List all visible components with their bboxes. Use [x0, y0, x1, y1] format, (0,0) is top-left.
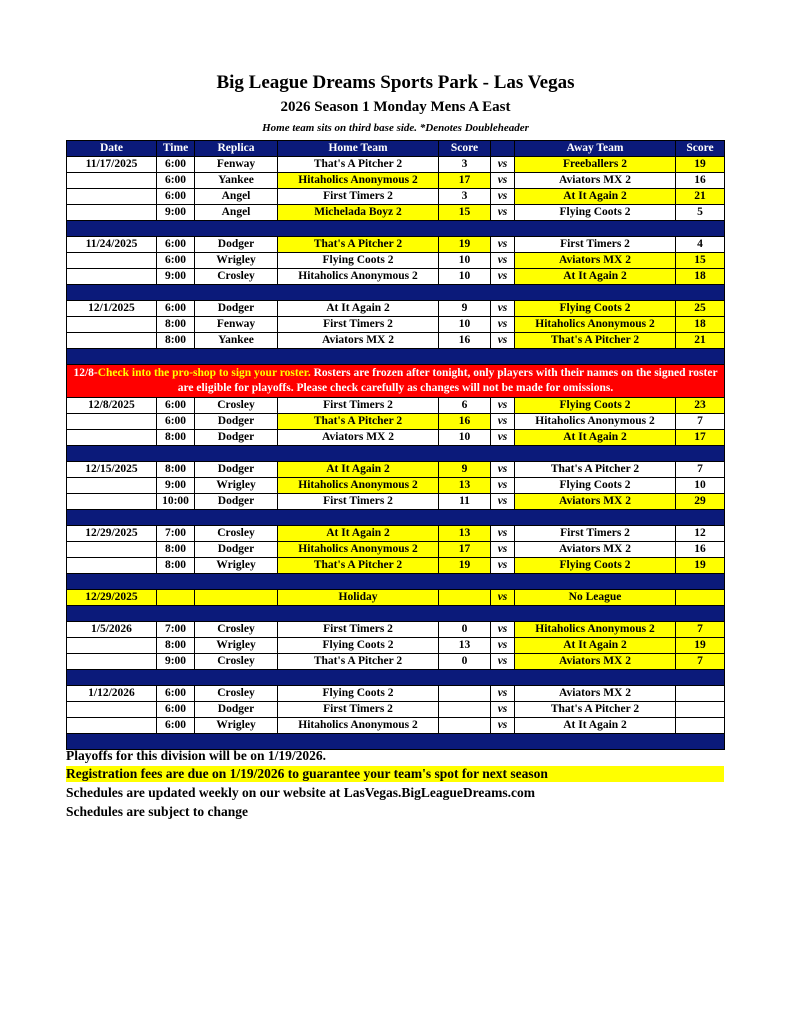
replica-cell: Yankee: [195, 173, 278, 189]
game-row: [67, 686, 725, 702]
replica-cell: [195, 590, 278, 606]
home-score-cell: [439, 686, 491, 702]
away-score-cell: [676, 718, 725, 734]
away-score-cell: 7: [676, 462, 725, 478]
home-team-cell: First Timers 2: [278, 398, 439, 414]
col-header-away-score: Score: [676, 141, 725, 157]
date-cell: [67, 430, 157, 446]
away-team-cell: That's A Pitcher 2: [515, 462, 676, 478]
vs-cell: vs: [491, 686, 515, 702]
notice-date: 12/8-: [73, 367, 98, 379]
replica-cell: Yankee: [195, 333, 278, 349]
separator-row: [67, 670, 725, 686]
replica-cell: Crosley: [195, 622, 278, 638]
away-score-cell: 19: [676, 558, 725, 574]
playoffs-note: Playoffs for this division will be on 1/19/2026.: [66, 748, 327, 763]
away-score-cell: 19: [676, 638, 725, 654]
time-cell: 7:00: [157, 622, 195, 638]
home-team-cell: Hitaholics Anonymous 2: [278, 542, 439, 558]
away-score-cell: 12: [676, 526, 725, 542]
vs-cell: vs: [491, 478, 515, 494]
away-team-cell: At It Again 2: [515, 269, 676, 285]
time-cell: 6:00: [157, 301, 195, 317]
home-score-cell: 11: [439, 494, 491, 510]
away-team-cell: Flying Coots 2: [515, 478, 676, 494]
home-team-cell: At It Again 2: [278, 526, 439, 542]
away-score-cell: 5: [676, 205, 725, 221]
home-score-cell: 3: [439, 157, 491, 173]
col-header-away-team: Away Team: [515, 141, 676, 157]
away-team-cell: First Timers 2: [515, 526, 676, 542]
replica-cell: Crosley: [195, 398, 278, 414]
col-header-date: Date: [67, 141, 157, 157]
game-row: [67, 253, 725, 269]
vs-cell: vs: [491, 205, 515, 221]
separator-row: [67, 349, 725, 365]
time-cell: 10:00: [157, 494, 195, 510]
vs-cell: vs: [491, 269, 515, 285]
home-score-cell: 6: [439, 398, 491, 414]
home-score-cell: 19: [439, 558, 491, 574]
vs-cell: vs: [491, 398, 515, 414]
home-score-cell: 10: [439, 253, 491, 269]
game-row: [67, 558, 725, 574]
time-cell: 6:00: [157, 398, 195, 414]
game-row: [67, 526, 725, 542]
home-score-cell: 13: [439, 638, 491, 654]
home-team-cell: Michelada Boyz 2: [278, 205, 439, 221]
away-team-cell: First Timers 2: [515, 237, 676, 253]
time-cell: 8:00: [157, 558, 195, 574]
date-cell: 12/29/2025: [67, 526, 157, 542]
date-cell: [67, 205, 157, 221]
away-team-cell: At It Again 2: [515, 189, 676, 205]
vs-cell: vs: [491, 430, 515, 446]
replica-cell: Wrigley: [195, 558, 278, 574]
vs-cell: vs: [491, 317, 515, 333]
away-score-cell: 17: [676, 430, 725, 446]
game-row: [67, 301, 725, 317]
replica-cell: Crosley: [195, 654, 278, 670]
replica-cell: Fenway: [195, 157, 278, 173]
game-row: [67, 622, 725, 638]
replica-cell: Dodger: [195, 702, 278, 718]
date-cell: 1/5/2026: [67, 622, 157, 638]
schedule-table: [66, 140, 725, 750]
away-team-cell: Hitaholics Anonymous 2: [515, 317, 676, 333]
col-header-replica: Replica: [195, 141, 278, 157]
away-team-cell: Aviators MX 2: [515, 494, 676, 510]
separator-cell: [67, 574, 725, 590]
separator-row: [67, 221, 725, 237]
roster-notice-row: [67, 365, 725, 398]
game-row: [67, 702, 725, 718]
game-row: [67, 654, 725, 670]
separator-row: [67, 510, 725, 526]
home-team-cell: Hitaholics Anonymous 2: [278, 173, 439, 189]
home-team-cell: Holiday: [278, 590, 439, 606]
vs-cell: vs: [491, 301, 515, 317]
game-row: [67, 269, 725, 285]
away-score-cell: 7: [676, 622, 725, 638]
replica-cell: Wrigley: [195, 478, 278, 494]
separator-cell: [67, 285, 725, 301]
replica-cell: Dodger: [195, 494, 278, 510]
home-team-cell: First Timers 2: [278, 317, 439, 333]
separator-cell: [67, 670, 725, 686]
away-team-cell: At It Again 2: [515, 430, 676, 446]
home-score-cell: 17: [439, 542, 491, 558]
away-team-cell: Hitaholics Anonymous 2: [515, 414, 676, 430]
home-score-cell: 3: [439, 189, 491, 205]
home-score-cell: 0: [439, 654, 491, 670]
away-score-cell: 7: [676, 654, 725, 670]
away-score-cell: 4: [676, 237, 725, 253]
home-score-cell: 19: [439, 237, 491, 253]
date-cell: [67, 269, 157, 285]
home-score-cell: 16: [439, 333, 491, 349]
home-team-note: Home team sits on third base side. *Denotes Doubleheader: [262, 122, 529, 134]
home-team-cell: That's A Pitcher 2: [278, 558, 439, 574]
home-score-cell: 0: [439, 622, 491, 638]
home-team-cell: That's A Pitcher 2: [278, 157, 439, 173]
home-score-cell: [439, 590, 491, 606]
home-team-cell: Flying Coots 2: [278, 253, 439, 269]
separator-cell: [67, 606, 725, 622]
change-note: Schedules are subject to change: [66, 804, 248, 819]
vs-cell: vs: [491, 622, 515, 638]
date-cell: [67, 173, 157, 189]
date-cell: [67, 494, 157, 510]
away-team-cell: Aviators MX 2: [515, 686, 676, 702]
home-score-cell: [439, 702, 491, 718]
time-cell: 8:00: [157, 462, 195, 478]
time-cell: 6:00: [157, 414, 195, 430]
vs-cell: vs: [491, 558, 515, 574]
registration-note: Registration fees are due on 1/19/2026 to guarantee your team's spot for next season: [66, 766, 724, 782]
time-cell: 9:00: [157, 269, 195, 285]
replica-cell: Dodger: [195, 542, 278, 558]
home-team-cell: Flying Coots 2: [278, 686, 439, 702]
vs-cell: vs: [491, 157, 515, 173]
home-score-cell: 9: [439, 462, 491, 478]
home-team-cell: First Timers 2: [278, 494, 439, 510]
home-team-cell: Flying Coots 2: [278, 638, 439, 654]
vs-cell: vs: [491, 542, 515, 558]
separator-row: [67, 285, 725, 301]
game-row: [67, 478, 725, 494]
home-score-cell: 16: [439, 414, 491, 430]
replica-cell: Dodger: [195, 462, 278, 478]
replica-cell: Angel: [195, 205, 278, 221]
vs-cell: vs: [491, 702, 515, 718]
page-subtitle: 2026 Season 1 Monday Mens A East: [280, 99, 511, 115]
home-score-cell: 13: [439, 526, 491, 542]
home-team-cell: First Timers 2: [278, 189, 439, 205]
away-score-cell: 21: [676, 189, 725, 205]
away-score-cell: 10: [676, 478, 725, 494]
separator-row: [67, 446, 725, 462]
time-cell: 8:00: [157, 333, 195, 349]
date-cell: [67, 558, 157, 574]
col-header-time: Time: [157, 141, 195, 157]
home-team-cell: Hitaholics Anonymous 2: [278, 269, 439, 285]
away-team-cell: Flying Coots 2: [515, 398, 676, 414]
game-row: [67, 718, 725, 734]
time-cell: 6:00: [157, 718, 195, 734]
time-cell: 8:00: [157, 542, 195, 558]
vs-cell: vs: [491, 494, 515, 510]
vs-cell: vs: [491, 237, 515, 253]
replica-cell: Dodger: [195, 301, 278, 317]
away-score-cell: 25: [676, 301, 725, 317]
time-cell: 6:00: [157, 237, 195, 253]
time-cell: 8:00: [157, 638, 195, 654]
replica-cell: Wrigley: [195, 718, 278, 734]
replica-cell: Fenway: [195, 317, 278, 333]
replica-cell: Dodger: [195, 414, 278, 430]
separator-row: [67, 606, 725, 622]
header-row: [67, 141, 725, 157]
home-score-cell: 15: [439, 205, 491, 221]
vs-cell: vs: [491, 414, 515, 430]
game-row: [67, 157, 725, 173]
time-cell: 6:00: [157, 173, 195, 189]
home-score-cell: 10: [439, 430, 491, 446]
vs-cell: vs: [491, 253, 515, 269]
home-team-cell: At It Again 2: [278, 462, 439, 478]
time-cell: 7:00: [157, 526, 195, 542]
notice-text: Rosters are frozen after tonight, only players with their names on the signed roster are eligible for playoffs. Please check carefully as changes will not be made for omissions.: [177, 367, 718, 394]
time-cell: 9:00: [157, 478, 195, 494]
date-cell: [67, 654, 157, 670]
game-row: [67, 333, 725, 349]
game-row: [67, 237, 725, 253]
replica-cell: Crosley: [195, 686, 278, 702]
away-score-cell: [676, 590, 725, 606]
vs-cell: vs: [491, 718, 515, 734]
away-score-cell: 19: [676, 157, 725, 173]
date-cell: [67, 414, 157, 430]
vs-cell: vs: [491, 173, 515, 189]
game-row: [67, 205, 725, 221]
away-score-cell: 29: [676, 494, 725, 510]
time-cell: 6:00: [157, 157, 195, 173]
away-score-cell: 15: [676, 253, 725, 269]
home-team-cell: Aviators MX 2: [278, 430, 439, 446]
date-cell: 12/15/2025: [67, 462, 157, 478]
game-row: [67, 542, 725, 558]
home-team-cell: First Timers 2: [278, 622, 439, 638]
replica-cell: Wrigley: [195, 638, 278, 654]
vs-cell: vs: [491, 654, 515, 670]
vs-cell: vs: [491, 638, 515, 654]
away-team-cell: Aviators MX 2: [515, 253, 676, 269]
date-cell: 12/8/2025: [67, 398, 157, 414]
col-header-home-score: Score: [439, 141, 491, 157]
home-score-cell: 13: [439, 478, 491, 494]
home-team-cell: Hitaholics Anonymous 2: [278, 478, 439, 494]
away-score-cell: 16: [676, 173, 725, 189]
game-row: [67, 173, 725, 189]
date-cell: [67, 638, 157, 654]
replica-cell: Wrigley: [195, 253, 278, 269]
time-cell: 6:00: [157, 702, 195, 718]
home-team-cell: At It Again 2: [278, 301, 439, 317]
time-cell: [157, 590, 195, 606]
replica-cell: Dodger: [195, 430, 278, 446]
notice-highlight: Check into the pro-shop to sign your roster.: [97, 367, 311, 379]
home-score-cell: 10: [439, 269, 491, 285]
separator-cell: [67, 510, 725, 526]
date-cell: [67, 253, 157, 269]
schedule-body: [67, 157, 725, 750]
game-row: [67, 638, 725, 654]
page-title: Big League Dreams Sports Park - Las Vegas: [216, 72, 575, 93]
date-cell: 12/1/2025: [67, 301, 157, 317]
away-team-cell: That's A Pitcher 2: [515, 333, 676, 349]
time-cell: 9:00: [157, 205, 195, 221]
home-team-cell: That's A Pitcher 2: [278, 237, 439, 253]
date-cell: [67, 542, 157, 558]
date-cell: [67, 317, 157, 333]
date-cell: 12/29/2025: [67, 590, 157, 606]
away-score-cell: 18: [676, 317, 725, 333]
replica-cell: Dodger: [195, 237, 278, 253]
vs-cell: vs: [491, 333, 515, 349]
home-team-cell: That's A Pitcher 2: [278, 654, 439, 670]
game-row: [67, 189, 725, 205]
away-team-cell: Aviators MX 2: [515, 173, 676, 189]
away-team-cell: Freeballers 2: [515, 157, 676, 173]
col-header-vs: [491, 141, 515, 157]
away-team-cell: Aviators MX 2: [515, 654, 676, 670]
separator-cell: [67, 446, 725, 462]
date-cell: 11/17/2025: [67, 157, 157, 173]
time-cell: 6:00: [157, 189, 195, 205]
away-team-cell: Aviators MX 2: [515, 542, 676, 558]
away-score-cell: [676, 686, 725, 702]
date-cell: 11/24/2025: [67, 237, 157, 253]
vs-cell: vs: [491, 462, 515, 478]
game-row: [67, 317, 725, 333]
home-team-cell: Hitaholics Anonymous 2: [278, 718, 439, 734]
away-team-cell: Flying Coots 2: [515, 301, 676, 317]
game-row: [67, 414, 725, 430]
vs-cell: vs: [491, 590, 515, 606]
time-cell: 6:00: [157, 686, 195, 702]
game-row: [67, 494, 725, 510]
away-team-cell: At It Again 2: [515, 638, 676, 654]
date-cell: [67, 702, 157, 718]
away-team-cell: Flying Coots 2: [515, 558, 676, 574]
holiday-row: [67, 590, 725, 606]
home-score-cell: 10: [439, 317, 491, 333]
separator-cell: [67, 349, 725, 365]
home-score-cell: 9: [439, 301, 491, 317]
away-team-cell: At It Again 2: [515, 718, 676, 734]
separator-cell: [67, 221, 725, 237]
away-score-cell: [676, 702, 725, 718]
vs-cell: vs: [491, 526, 515, 542]
roster-notice: [67, 365, 725, 398]
col-header-home-team: Home Team: [278, 141, 439, 157]
away-score-cell: 23: [676, 398, 725, 414]
date-cell: [67, 333, 157, 349]
away-score-cell: 21: [676, 333, 725, 349]
time-cell: 9:00: [157, 654, 195, 670]
date-cell: [67, 478, 157, 494]
replica-cell: Angel: [195, 189, 278, 205]
home-score-cell: [439, 718, 491, 734]
game-row: [67, 462, 725, 478]
home-team-cell: That's A Pitcher 2: [278, 414, 439, 430]
away-score-cell: 16: [676, 542, 725, 558]
game-row: [67, 398, 725, 414]
date-cell: 1/12/2026: [67, 686, 157, 702]
away-team-cell: Flying Coots 2: [515, 205, 676, 221]
date-cell: [67, 718, 157, 734]
time-cell: 6:00: [157, 253, 195, 269]
away-team-cell: That's A Pitcher 2: [515, 702, 676, 718]
time-cell: 8:00: [157, 430, 195, 446]
away-score-cell: 7: [676, 414, 725, 430]
home-team-cell: Aviators MX 2: [278, 333, 439, 349]
replica-cell: Crosley: [195, 269, 278, 285]
game-row: [67, 430, 725, 446]
website-note: Schedules are updated weekly on our website at LasVegas.BigLeagueDreams.com: [66, 785, 536, 800]
time-cell: 8:00: [157, 317, 195, 333]
away-team-cell: Hitaholics Anonymous 2: [515, 622, 676, 638]
vs-cell: vs: [491, 189, 515, 205]
away-team-cell: No League: [515, 590, 676, 606]
separator-row: [67, 574, 725, 590]
replica-cell: Crosley: [195, 526, 278, 542]
home-score-cell: 17: [439, 173, 491, 189]
away-score-cell: 18: [676, 269, 725, 285]
home-team-cell: First Timers 2: [278, 702, 439, 718]
date-cell: [67, 189, 157, 205]
